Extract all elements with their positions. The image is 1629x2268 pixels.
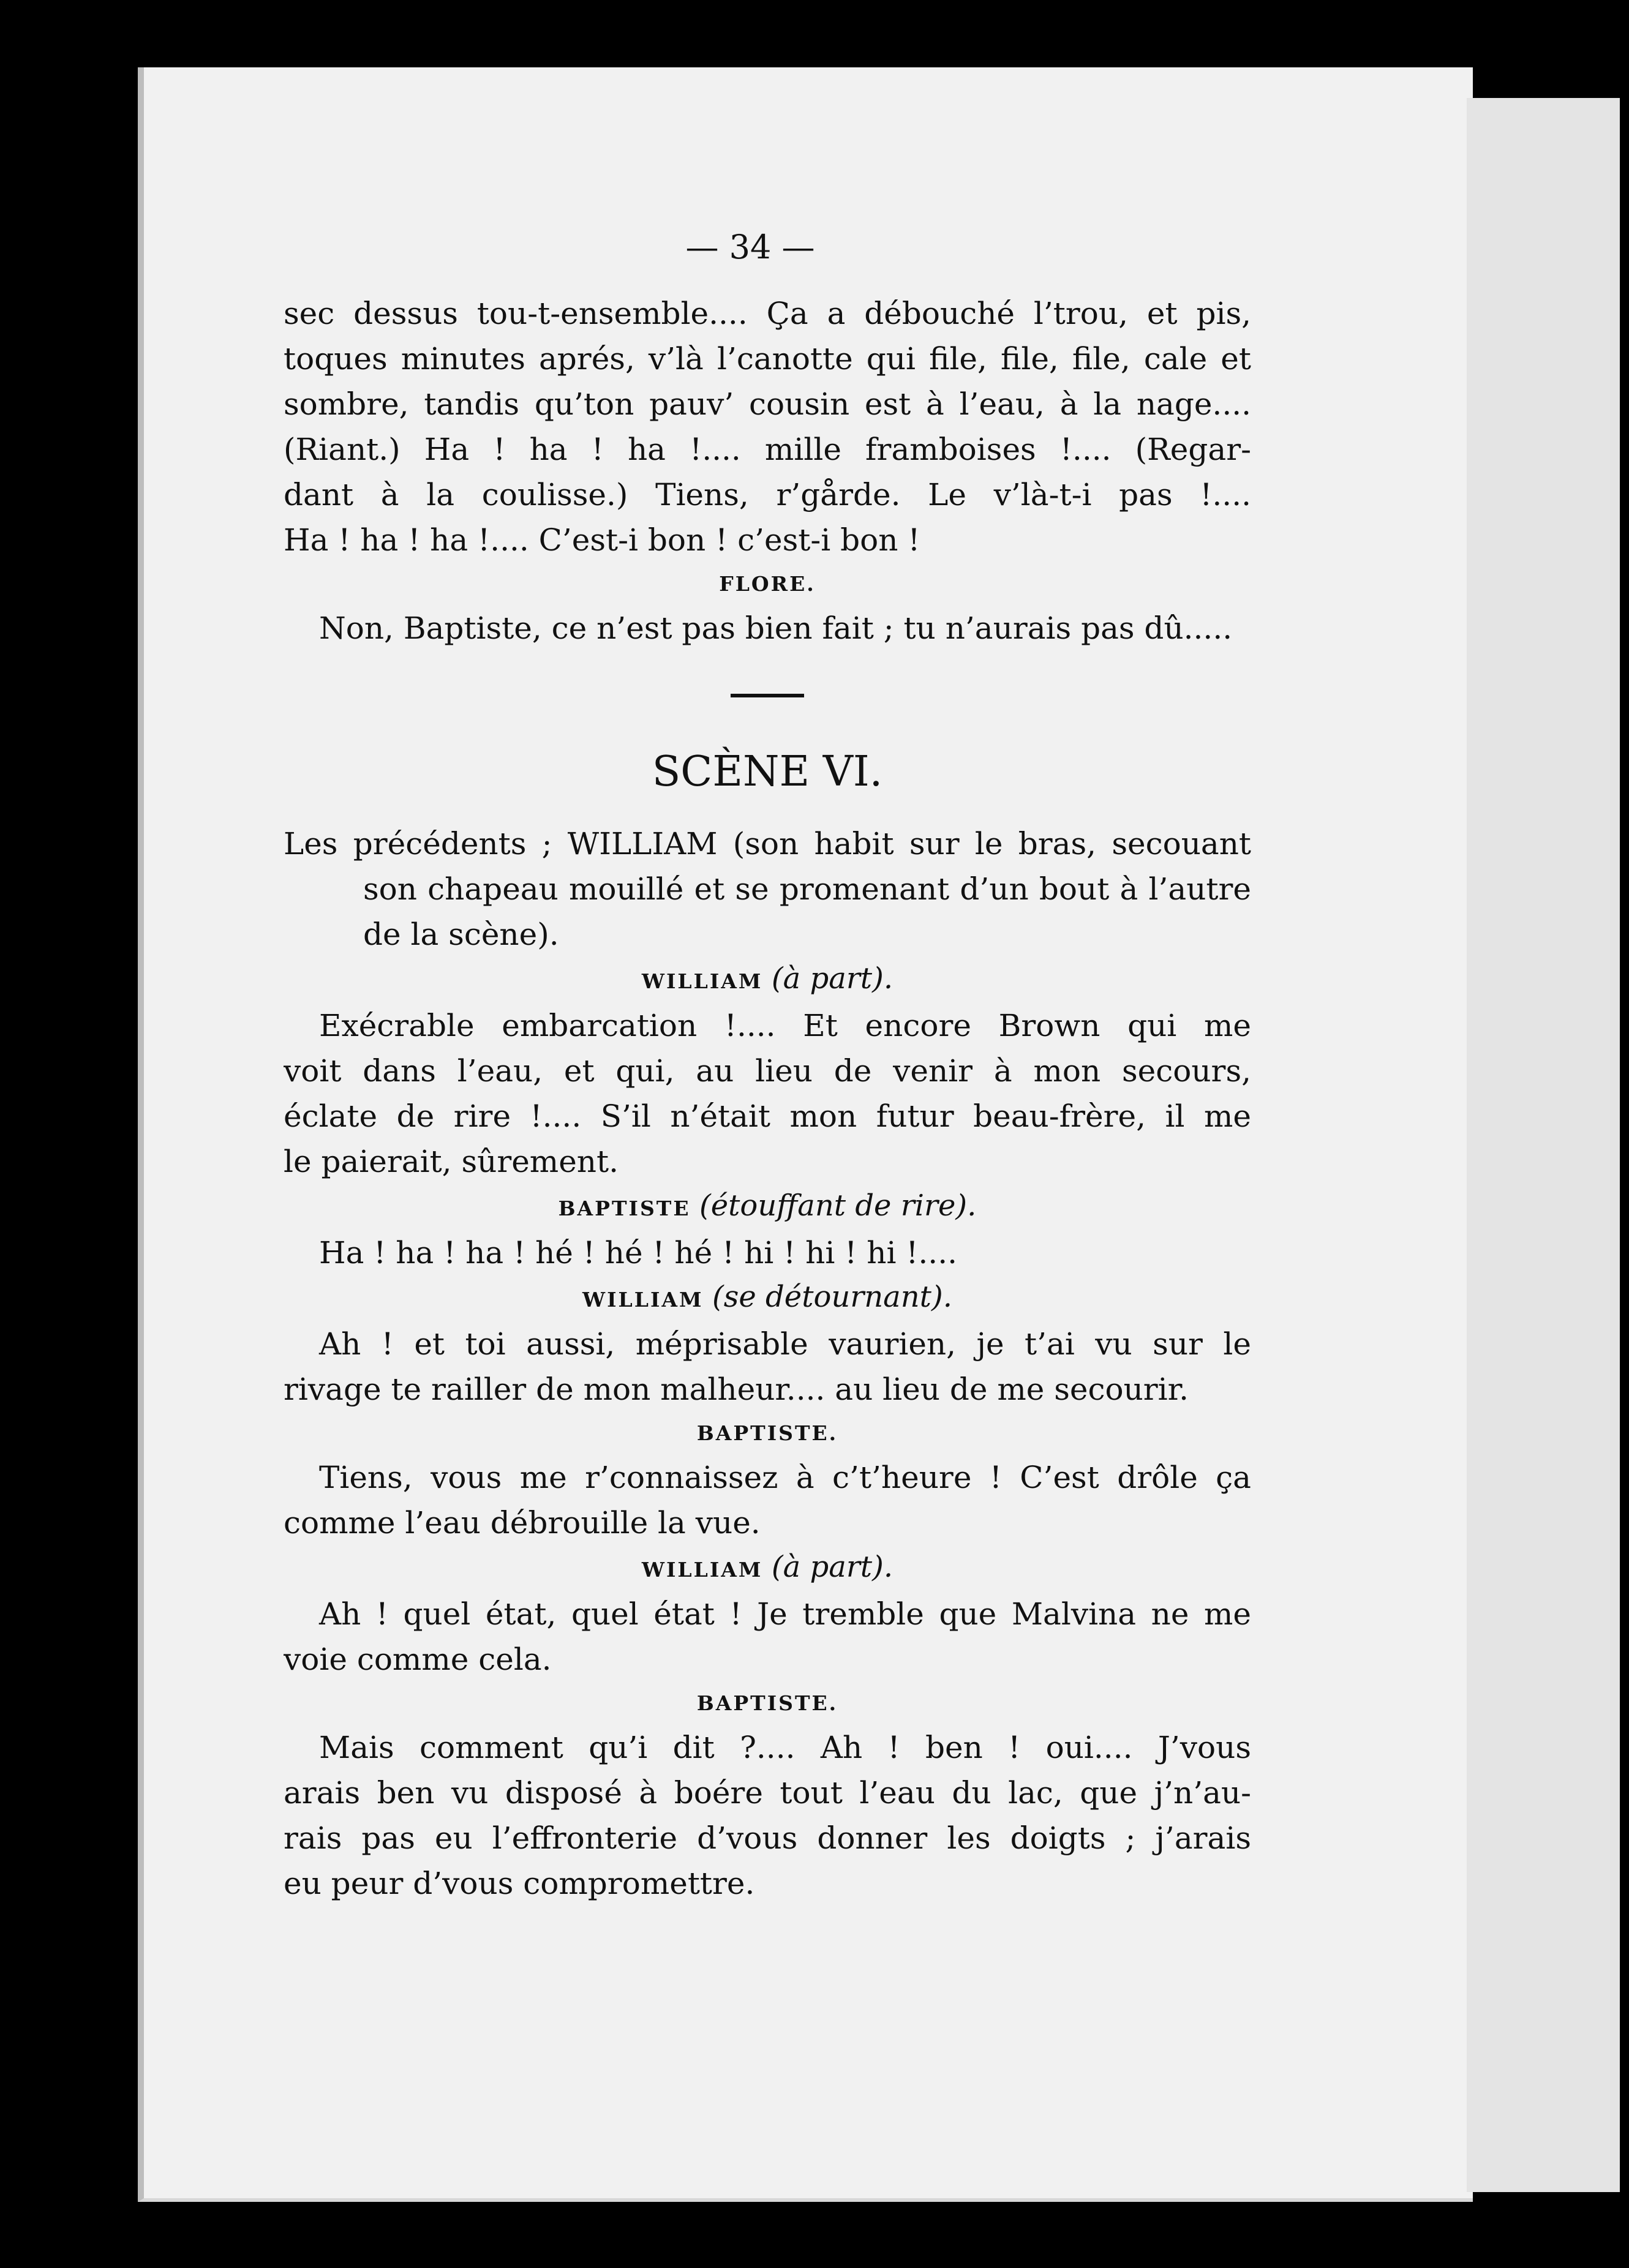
scene-heading: SCÈNE VI. [652, 748, 883, 796]
text-line: rais pas eu l’effronterie d’vous donner les doigts ; j’arais [284, 1820, 1251, 1856]
speaker-name: BAPTISTE. [696, 1421, 838, 1445]
stage-direction: (à part). [771, 1550, 894, 1584]
text-line: dant à la coulisse.) Tiens, r’gårde. Le v’là-t-i pas !.... [284, 477, 1251, 513]
speech-block [284, 1321, 1251, 1412]
text-line: toques minutes aprés, v’là l’canotte qui file, file, file, cale et [284, 341, 1251, 377]
speaker-name: FLORE. [719, 572, 816, 596]
page-text [284, 291, 1251, 1906]
speech-block [284, 1455, 1251, 1545]
speech-block [284, 291, 1251, 563]
text-line: de la scène). [363, 917, 559, 952]
speaker-heading [284, 1412, 1251, 1455]
speaker-name: WILLIAM [582, 1288, 704, 1312]
text-line: son chapeau mouillé et se promenant d’un bout à l’autre [363, 871, 1251, 907]
section-divider [731, 694, 804, 697]
speaker-heading [284, 563, 1251, 606]
text-line: Mais comment qu’i dit ?.... Ah ! ben ! oui.... J’vous [319, 1730, 1251, 1765]
stage-direction: (étouffant de rire). [699, 1188, 977, 1223]
text-line: Les précédents ; WILLIAM (son habit sur le bras, secouant [284, 826, 1251, 862]
speaker-name: BAPTISTE [558, 1196, 691, 1220]
text-line: Ha ! ha ! ha !.... C’est-i bon ! c’est-i bon ! [284, 522, 920, 558]
speaker-heading [284, 1184, 1251, 1230]
speaker-name: BAPTISTE. [696, 1691, 838, 1715]
text-line: Ha ! ha ! ha ! hé ! hé ! hé ! hi ! hi ! hi !.... [319, 1235, 957, 1271]
text-line: Tiens, vous me r’connaissez à c’t’heure ! C’est drôle ça [319, 1460, 1251, 1495]
text-line: (Riant.) Ha ! ha ! ha !.... mille framboises !.... (Regar- [284, 432, 1251, 467]
stage-direction: (se détournant). [712, 1280, 952, 1314]
speaker-name: WILLIAM [641, 969, 763, 993]
speech-block [284, 1591, 1251, 1682]
speaker-heading [284, 1275, 1251, 1321]
speaker-heading [284, 1545, 1251, 1591]
speaker-heading [284, 957, 1251, 1003]
text-line: Non, Baptiste, ce n’est pas bien fait ; tu n’aurais pas dû..... [319, 610, 1233, 646]
speech-block [284, 1725, 1251, 1906]
text-line: arais ben vu disposé à boére tout l’eau du lac, que j’n’au- [284, 1775, 1251, 1811]
text-line: le paierait, sûrement. [284, 1144, 619, 1179]
text-line: éclate de rire !.... S’il n’était mon futur beau-frère, il me [284, 1098, 1251, 1134]
text-line: Ah ! quel état, quel état ! Je tremble que Malvina ne me [319, 1596, 1251, 1632]
text-line: voie comme cela. [284, 1642, 552, 1677]
text-line: comme l’eau débrouille la vue. [284, 1505, 761, 1541]
speaker-name: WILLIAM [641, 1558, 763, 1582]
text-line: sec dessus tou-t-ensemble.... Ça a débouché l’trou, et pis, [284, 296, 1251, 331]
text-line: Exécrable embarcation !.... Et encore Brown qui me [319, 1008, 1251, 1043]
speech-block [284, 1003, 1251, 1184]
text-line: rivage te railler de mon malheur.... au lieu de me secourir. [284, 1372, 1189, 1407]
speech-block [284, 606, 1251, 651]
text-line: voit dans l’eau, et qui, au lieu de venir à mon secours, [284, 1053, 1251, 1089]
text-line: sombre, tandis qu’ton pauv’ cousin est à l’eau, à la nage.... [284, 386, 1251, 422]
stage-direction: (à part). [771, 961, 894, 996]
next-page-edge [1467, 98, 1620, 2192]
text-line: Ah ! et toi aussi, méprisable vaurien, je t’ai vu sur le [319, 1326, 1251, 1362]
page-number: — 34 — [685, 228, 815, 266]
speech-block [284, 1230, 1251, 1275]
cast-list [284, 821, 1251, 957]
speaker-heading [284, 1682, 1251, 1725]
text-line: eu peur d’vous compromettre. [284, 1866, 755, 1901]
